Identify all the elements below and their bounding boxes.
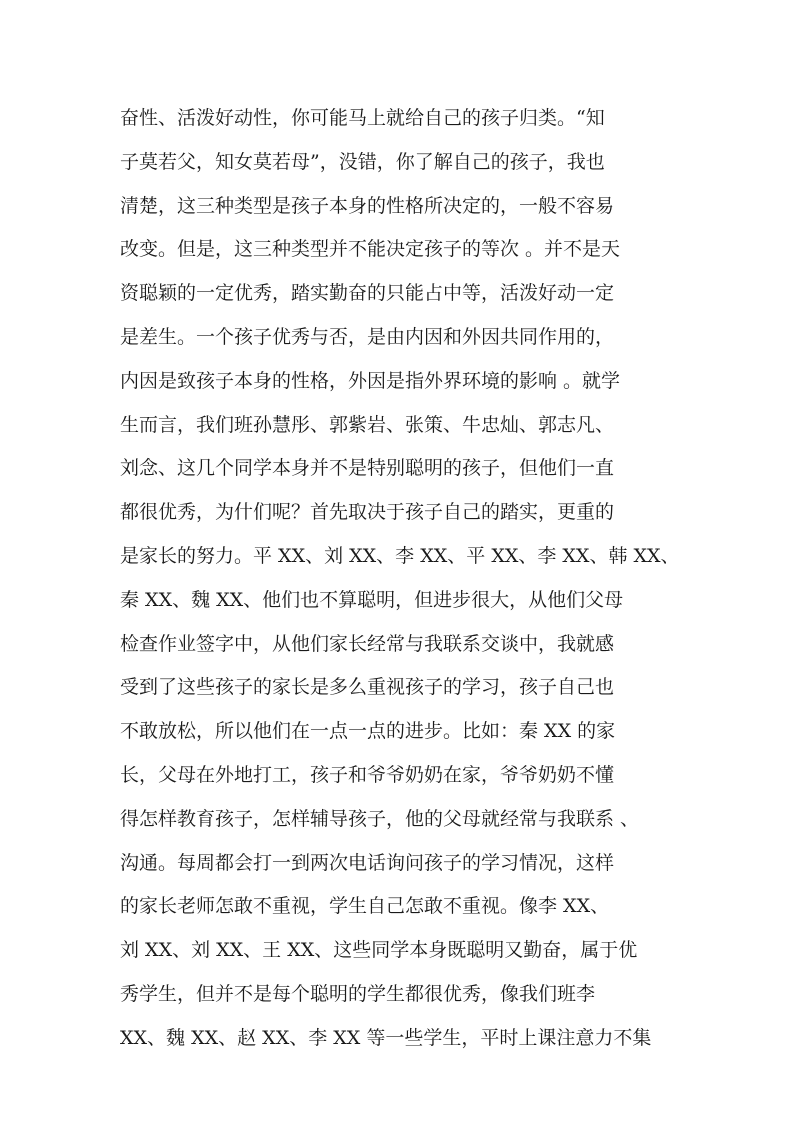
- text-line: 长，父母在外地打工，孩子和爷爷奶奶在家，爷爷奶奶不懂: [120, 763, 615, 786]
- text-line: 刘 XX、刘 XX、王 XX、这些同学本身既聪明又勤奋，属于优: [120, 939, 638, 962]
- text-line: 得怎样教育孩子，怎样辅导孩子，他的父母就经常与我联系 、: [120, 807, 640, 830]
- text-line: 清楚，这三种类型是孩子本身的性格所决定的，一般不容易: [120, 194, 615, 217]
- body-text: [120, 97, 700, 1061]
- text-line: 不敢放松，所以他们在一点一点的进步。比如：秦 XX 的家: [120, 720, 616, 743]
- text-line: 沟通。每周都会打一到两次电话询问孩子的学习情况，这样: [120, 851, 615, 874]
- text-line: 生而言，我们班孙慧彤、郭紫岩、张策、牛忠灿、郭志凡、: [120, 413, 615, 436]
- text-line: 秀学生，但并不是每个聪明的学生都很优秀，像我们班李: [120, 982, 596, 1005]
- text-line: 子莫若父，知女莫若母”，没错，你了解自己的孩子，我也: [120, 150, 605, 173]
- text-line: 内因是致孩子本身的性格，外因是指外界环境的影响 。就学: [120, 369, 621, 392]
- text-line: 都很优秀，为什们呢？首先取决于孩子自己的踏实，更重的: [120, 501, 615, 524]
- text-line: 受到了这些孩子的家长是多么重视孩子的学习，孩子自己也: [120, 676, 615, 699]
- text-line: 改变。但是，这三种类型并不能决定孩子的等次 。并不是天: [120, 238, 621, 261]
- text-line: 是家长的努力。平 XX、刘 XX、李 XX、平 XX、李 XX、韩 XX、: [120, 544, 680, 567]
- text-line: 秦 XX、魏 XX、他们也不算聪明，但进步很大，从他们父母: [120, 588, 624, 611]
- text-line: 的家长老师怎敢不重视，学生自己怎敢不重视。像李 XX、: [120, 895, 610, 918]
- text-line: 刘念、这几个同学本身并不是特别聪明的孩子，但他们一直: [120, 457, 615, 480]
- text-line: XX、魏 XX、赵 XX、李 XX 等一些学生，平时上课注意力不集: [120, 1026, 652, 1049]
- text-line: 是差生。一个孩子优秀与否，是由内因和外因共同作用的，: [120, 325, 615, 348]
- text-line: 奋性、活泼好动性，你可能马上就给自己的孩子归类。“知: [120, 107, 605, 129]
- text-line: 资聪颖的一定优秀，踏实勤奋的只能占中等，活泼好动一定: [120, 282, 615, 305]
- text-line: 检查作业签字中，从他们家长经常与我联系交谈中，我就感: [120, 632, 615, 655]
